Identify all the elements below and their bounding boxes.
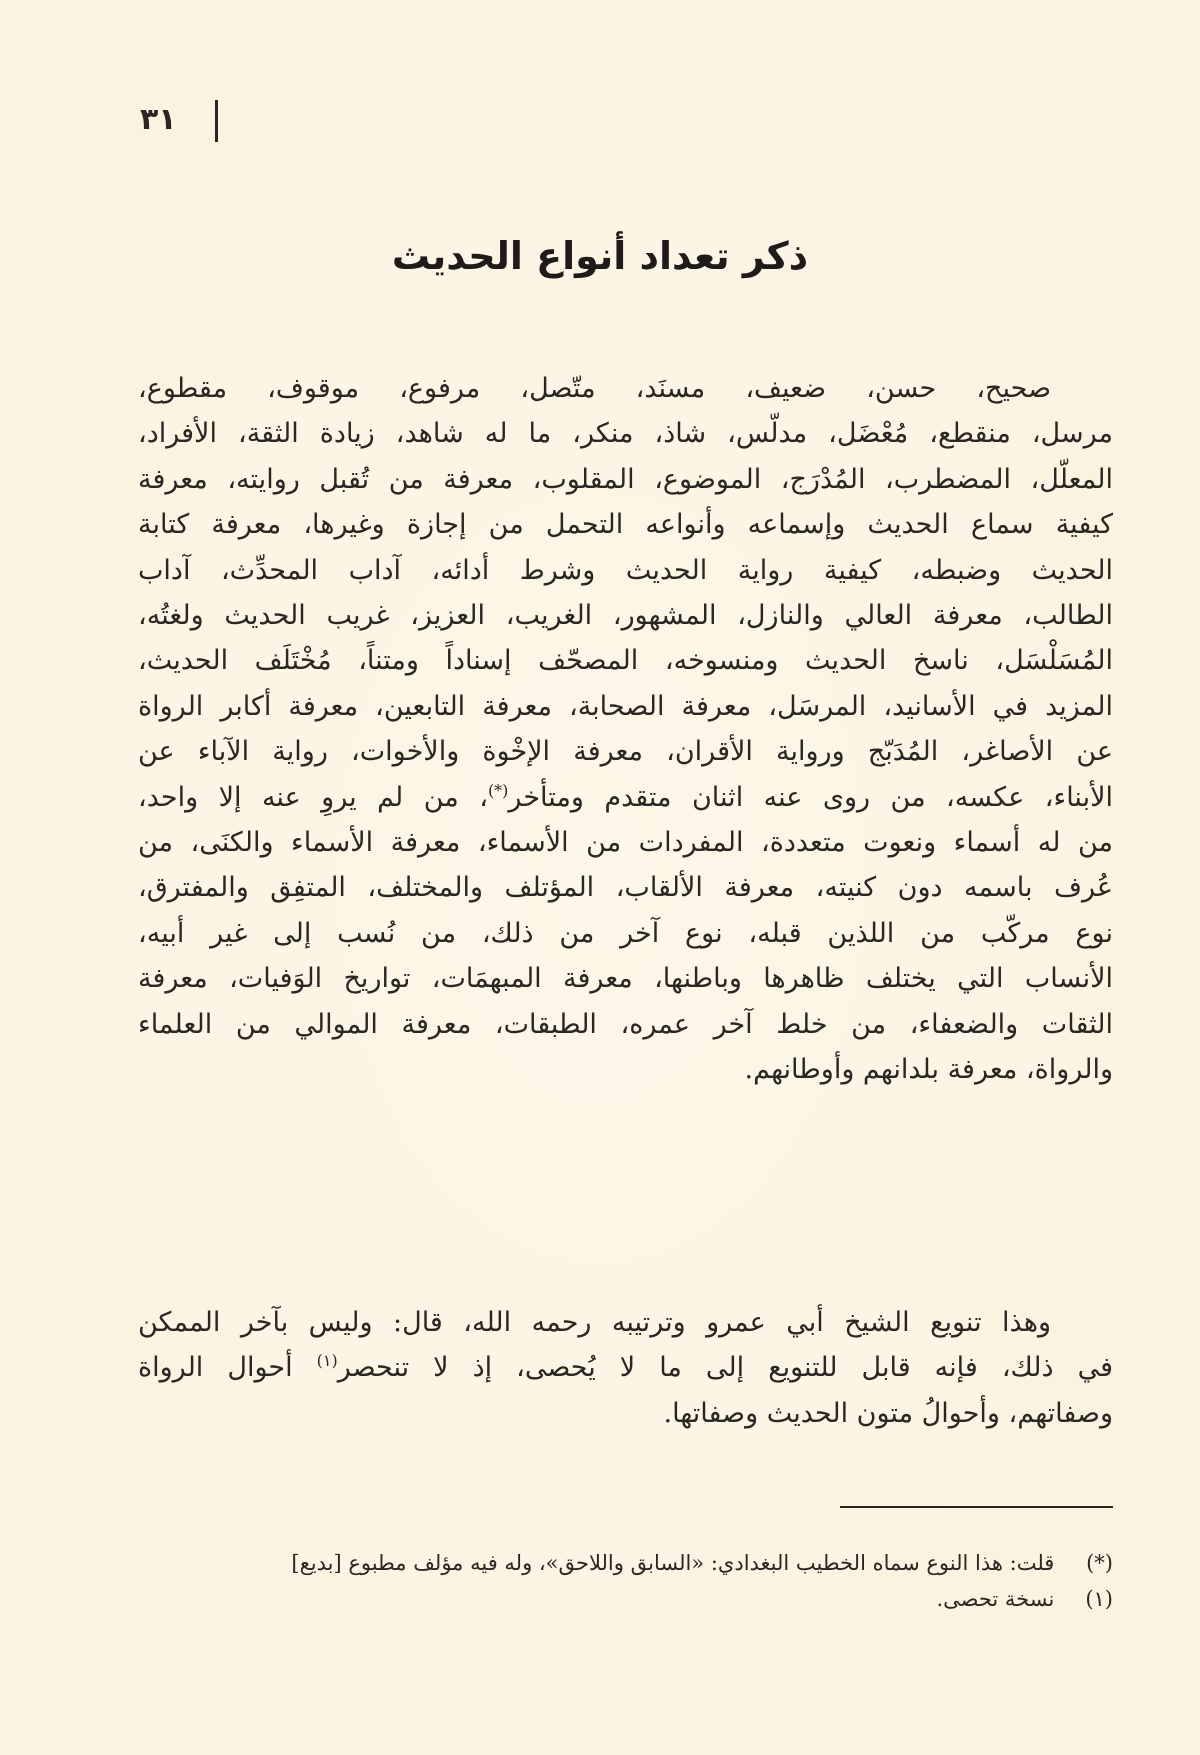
text-line: المعلّل، المضطرب، المُدْرَج، الموضوع، المقلوب، معرفة من تُقبل روايته، معرفة bbox=[138, 463, 1113, 495]
text-line: الحديث وضبطه، كيفية رواية الحديث وشرط أدائه، آداب المحدِّث، آداب bbox=[138, 554, 1113, 586]
text-line: صحيح، حسن، ضعيف، مسنَد، متّصل، مرفوع، موقوف، مقطوع، bbox=[138, 373, 1051, 404]
text-segment: الأبناء، عكسه، من روى عنه اثنان متقدم ومتأخر bbox=[508, 781, 1113, 813]
header-divider bbox=[215, 100, 218, 142]
text-line: وهذا تنويع الشيخ أبي عمرو وترتيبه رحمه الله، قال: وليس بآخر الممكن bbox=[138, 1307, 1051, 1338]
text-line: عن الأصاغر، المُدَبّج ورواية الأقران، معرفة الإخْوة والأخوات، رواية الآباء عن bbox=[138, 736, 1113, 768]
text-line: المزيد في الأسانيد، المرسَل، معرفة الصحابة، معرفة التابعين، معرفة أكابر الرواة bbox=[138, 690, 1113, 722]
text-line: كيفية سماع الحديث وإسماعه وأنواعه التحمل من إجازة وغيرها، معرفة كتابة bbox=[138, 509, 1113, 541]
footnote-marker: (*) bbox=[1086, 1551, 1113, 1575]
footnote-ref-1[interactable]: (١) bbox=[316, 1351, 338, 1371]
footnote-divider bbox=[840, 1506, 1113, 1508]
text-line: مرسل، منقطع، مُعْضَل، مدلّس، شاذ، منكر، ما له شاهد، زيادة الثقة، الأفراد، bbox=[138, 418, 1113, 450]
footnote-ref-star[interactable]: (*) bbox=[487, 780, 509, 800]
footnote-1 bbox=[138, 1581, 1113, 1617]
text-line: الطالب، معرفة العالي والنازل، المشهور، الغريب، العزيز، غريب الحديث ولغتُه، bbox=[138, 600, 1113, 632]
text-line: عُرف باسمه دون كنيته، معرفة الألقاب، المؤتلف والمختلف، المتفِق والمفترق، bbox=[138, 872, 1113, 904]
paragraph-hadith-types bbox=[138, 366, 1113, 1093]
page-number: ٣١ bbox=[140, 102, 177, 137]
text-line: الأنساب التي يختلف ظاهرها وباطنها، معرفة المبهمَات، تواريخ الوَفيات، معرفة bbox=[138, 963, 1113, 995]
footnote-star bbox=[138, 1545, 1113, 1581]
text-line: الثقات والضعفاء، من خلط آخر عمره، الطبقات، معرفة الموالي من العلماء bbox=[138, 1008, 1113, 1040]
text-line: نوع مركّب من اللذين قبله، نوع آخر من ذلك، من نُسب إلى غير أبيه، bbox=[138, 917, 1113, 949]
footnote-text: قلت: هذا النوع سماه الخطيب البغدادي: «السابق واللاحق»، وله فيه مؤلف مطبوع [بديع] bbox=[291, 1551, 1055, 1575]
text-segment: ، من لم يروِ عنه إلا واحد، bbox=[138, 781, 488, 813]
text-line-with-footnote bbox=[138, 775, 1113, 820]
text-line: وصفاتهم، وأحوالُ متون الحديث وصفاتها. bbox=[663, 1397, 1113, 1429]
text-segment: أحوال الرواة bbox=[138, 1352, 317, 1384]
footnote-text: نسخة تحصى. bbox=[936, 1587, 1055, 1611]
text-line: المُسَلْسَل، ناسخ الحديث ومنسوخه، المصحّف إسناداً ومتناً، مُخْتَلَف الحديث، bbox=[138, 645, 1113, 677]
footnote-marker: (١) bbox=[1085, 1587, 1113, 1611]
page-header bbox=[0, 98, 1200, 148]
paragraph-commentary bbox=[138, 1300, 1113, 1436]
chapter-heading: ذكر تعداد أنواع الحديث bbox=[391, 234, 809, 278]
text-segment: في ذلك، فإنه قابل للتنويع إلى ما لا يُحصى، إذ لا تنحصر bbox=[337, 1352, 1113, 1384]
footnotes bbox=[138, 1545, 1113, 1617]
text-line: من له أسماء ونعوت متعددة، المفردات من الأسماء، معرفة الأسماء والكنَى، من bbox=[138, 827, 1113, 859]
text-line: والرواة، معرفة بلدانهم وأوطانهم. bbox=[744, 1054, 1113, 1086]
text-line-with-footnote bbox=[138, 1345, 1113, 1390]
